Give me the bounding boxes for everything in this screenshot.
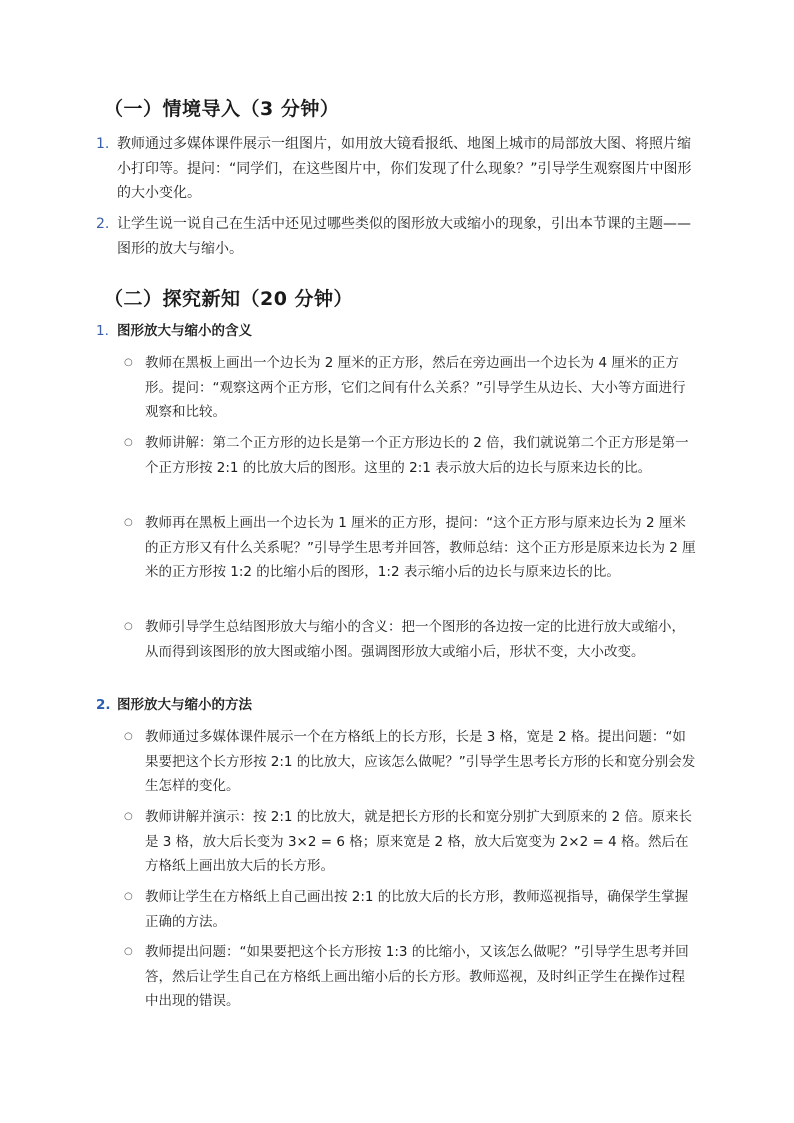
bullet-text: 教师通过多媒体课件展示一个在方格纸上的长方形，长是 3 格，宽是 2 格。提出问题：“如果要把这个长方形按 2:1 的比放大，应该怎么做呢？”引导学生思考长方形的长和宽分别会发生怎样的变化。 [145,729,696,794]
bullet-circle-icon: ○ [124,357,133,368]
bullet-circle-icon: ○ [124,731,133,742]
bullet-text: 教师讲解：第二个正方形的边长是第一个正方形边长的 2 倍，我们就说第二个正方形是第一个正方形按 2:1 的比放大后的图形。这里的 2:1 表示放大后的边长与原来边长的比。 [145,435,689,476]
bullet-item [124,511,696,585]
bullet-item [124,885,696,934]
list-item-text: 让学生说一说自己在生活中还见过哪些类似的图形放大或缩小的现象，引出本节课的主题——图形的放大与缩小。 [117,216,691,257]
bullet-text: 教师再在黑板上画出一个边长为 1 厘米的正方形，提问：“这个正方形与原来边长为 2 厘米的正方形又有什么关系呢？”引导学生思考并回答，教师总结：这个正方形是原来边长为 2 厘米的正方形按 1:2 的比缩小后的图形，1:2 表示缩小后的边长与原来边长的比。 [145,515,696,580]
bullet-item [124,431,696,480]
bullet-item [124,805,696,879]
subsection-title-text: 图形放大与缩小的方法 [117,697,252,713]
subsection-title [96,320,252,342]
bullet-item [124,615,696,664]
bullet-text: 教师提出问题：“如果要把这个长方形按 1:3 的比缩小，又该怎么做呢？”引导学生思考并回答，然后让学生自己在方格纸上画出缩小后的长方形。教师巡视，及时纠正学生在操作过程中出现的错误。 [145,944,689,1009]
bullet-item [124,351,696,425]
bullet-text: 教师引导学生总结图形放大与缩小的含义：把一个图形的各边按一定的比进行放大或缩小，从而得到该图形的放大图或缩小图。强调图形放大或缩小后，形状不变，大小改变。 [145,619,685,660]
bullet-circle-icon: ○ [124,437,133,448]
list-number: 2. [96,216,110,232]
list-number: 1. [96,136,110,152]
subsection-title-text: 图形放大与缩小的含义 [117,323,252,339]
subsection-title [96,694,252,716]
bullet-text: 教师让学生在方格纸上自己画出按 2:1 的比放大后的长方形，教师巡视指导，确保学生掌握正确的方法。 [145,889,689,930]
list-item-text: 教师通过多媒体课件展示一组图片，如用放大镜看报纸、地图上城市的局部放大图、将照片缩小打印等。提问：“同学们，在这些图片中，你们发现了什么现象？”引导学生观察图片中图形的大小变化。 [117,136,692,201]
section-heading-intro: （一）情境导入（3 分钟） [104,98,340,120]
bullet-circle-icon: ○ [124,811,133,822]
bullet-text: 教师在黑板上画出一个边长为 2 厘米的正方形，然后在旁边画出一个边长为 4 厘米的正方形。提问：“观察这两个正方形，它们之间有什么关系？”引导学生从边长、大小等方面进行观察和比较。 [145,355,686,420]
bullet-circle-icon: ○ [124,517,133,528]
bullet-item [124,725,696,799]
bullet-circle-icon: ○ [124,946,133,957]
section-heading-explore: （二）探究新知（20 分钟） [104,288,354,310]
bullet-circle-icon: ○ [124,621,133,632]
list-item [96,212,696,261]
bullet-text: 教师讲解并演示：按 2:1 的比放大，就是把长方形的长和宽分别扩大到原来的 2 倍。原来长是 3 格，放大后长变为 3×2 = 6 格；原来宽是 2 格，放大后宽变为 2×2 = 4 格。然后在方格纸上画出放大后的长方形。 [145,809,692,874]
bullet-circle-icon: ○ [124,891,133,902]
list-item [96,132,696,206]
list-number: 1. [96,323,109,339]
list-number: 2. [96,697,111,713]
bullet-item [124,940,696,1014]
